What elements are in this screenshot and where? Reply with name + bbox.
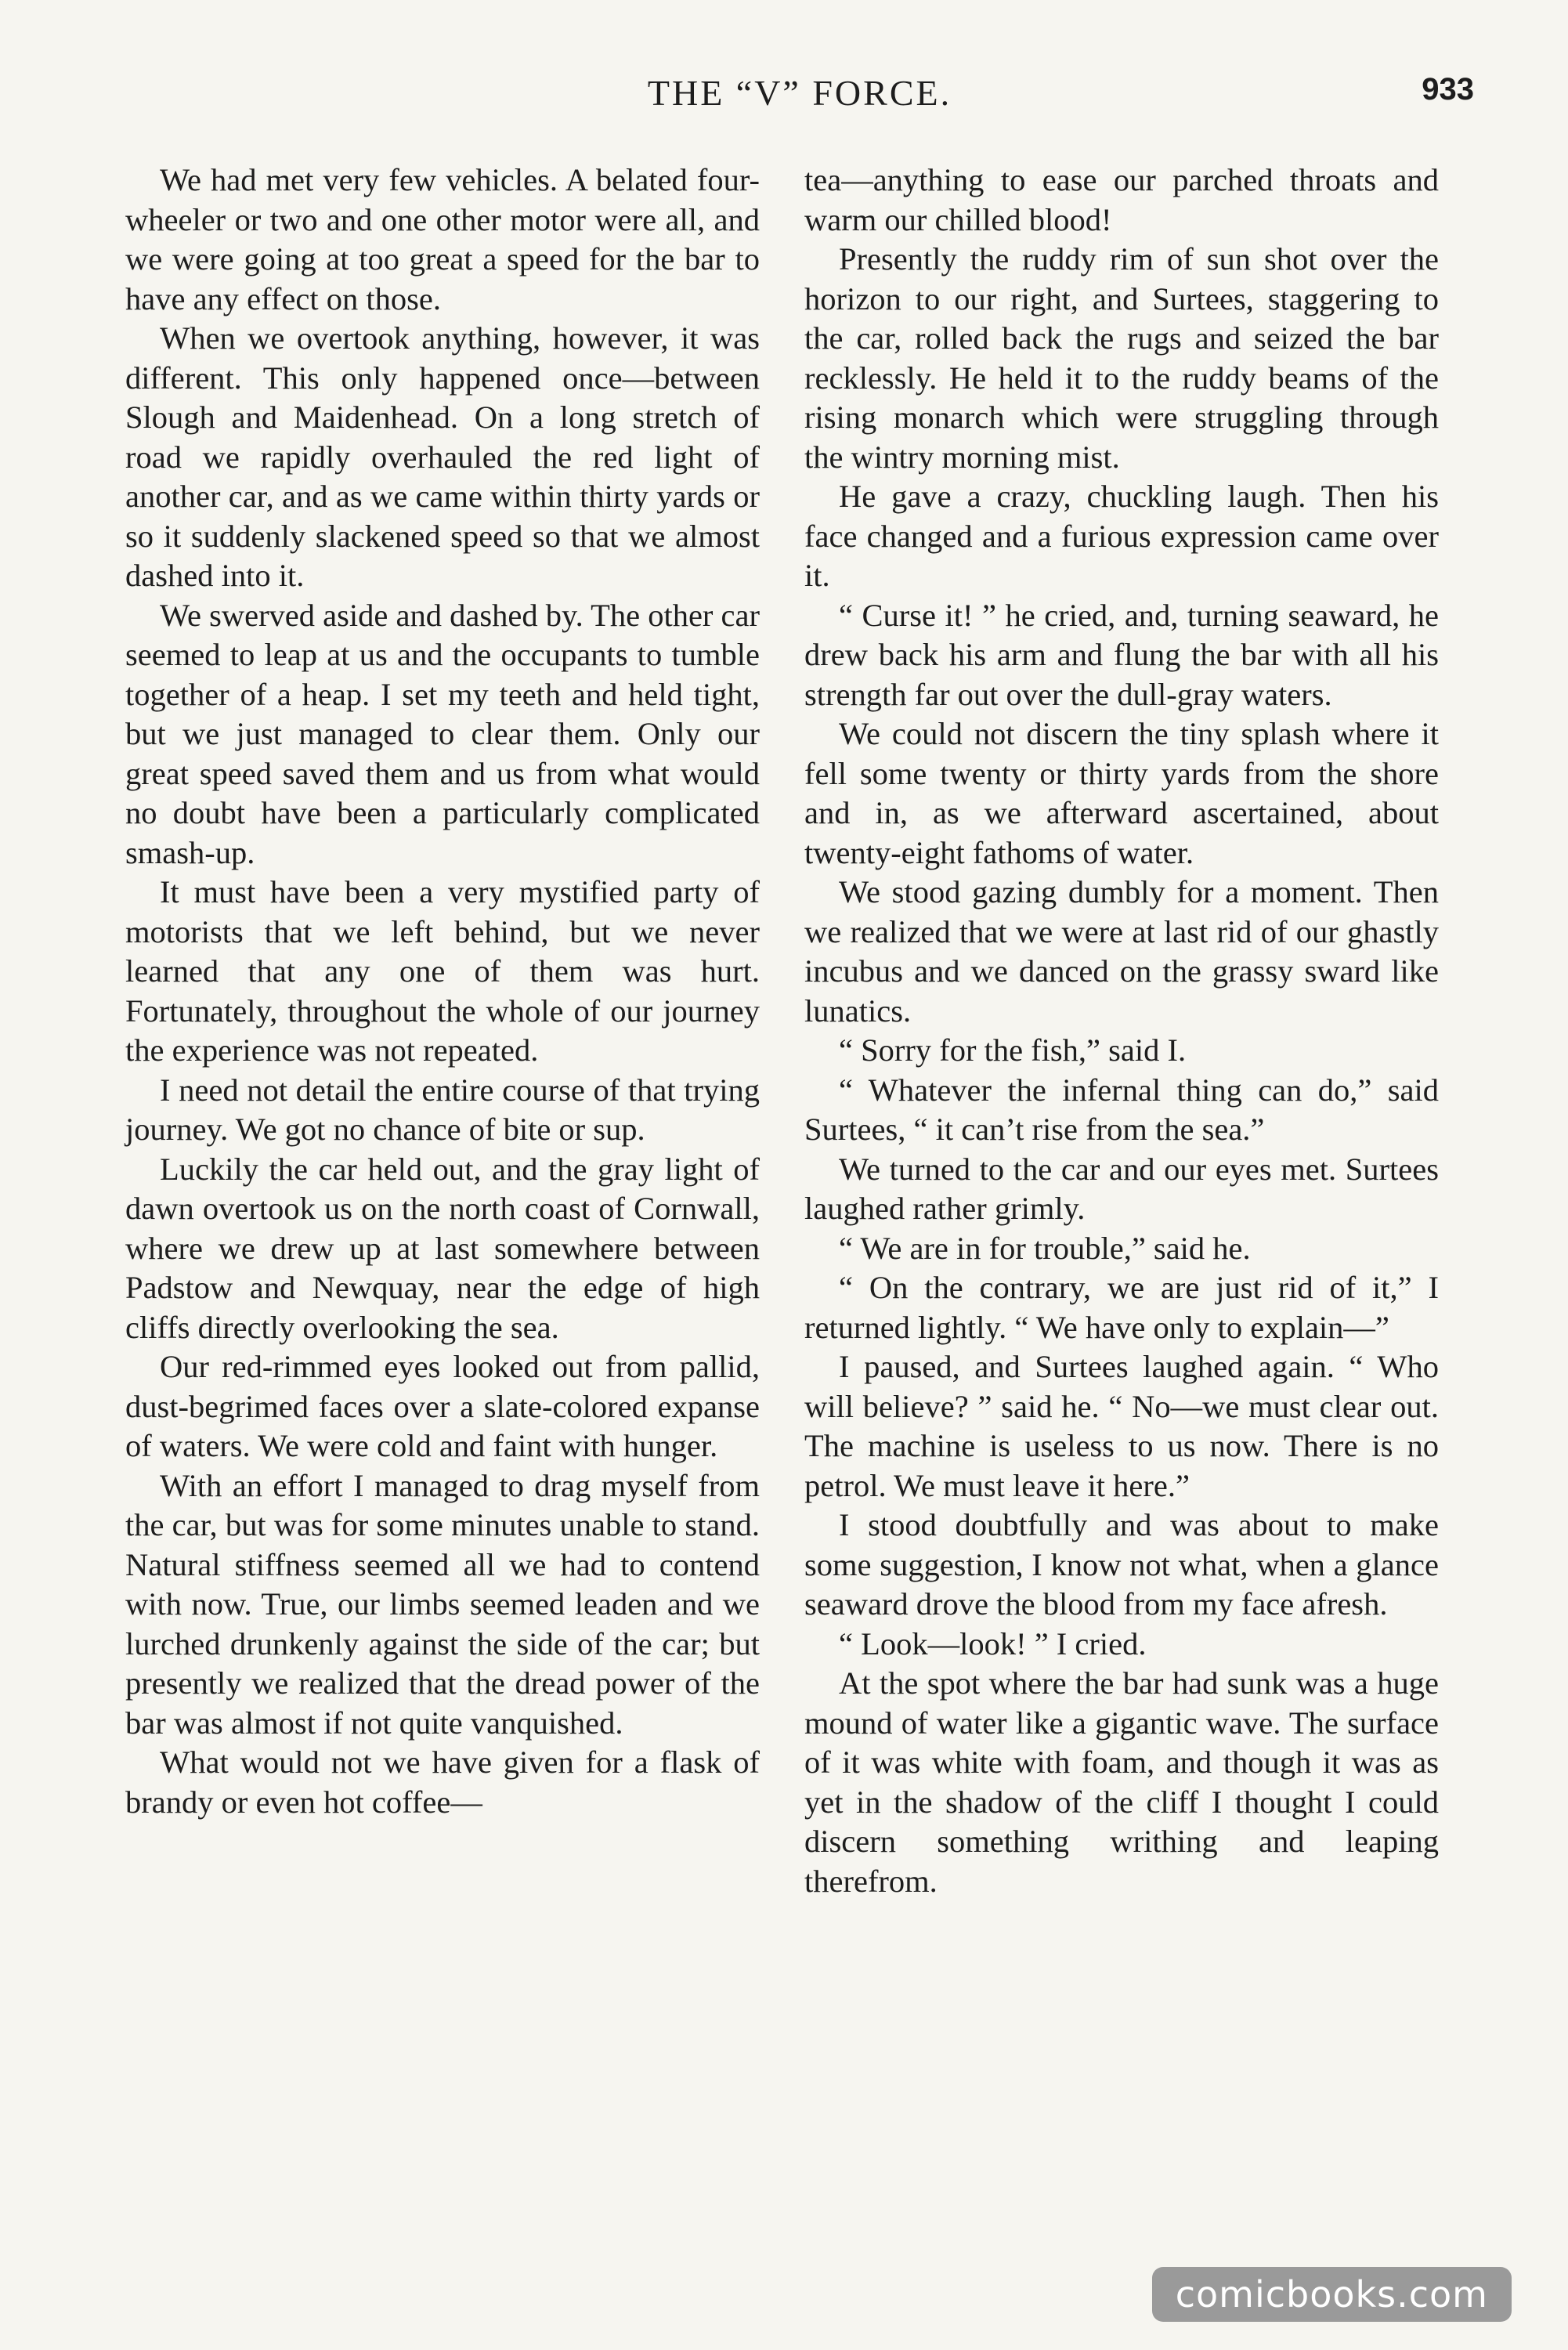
paragraph: We had met very few vehicles. A belated four-wheeler or two and one other motor were all, and we were going at too great a speed for the bar to have any effect on those. bbox=[125, 162, 760, 316]
paragraph: When we overtook anything, however, it was different. This only happened once—between Slough and Maidenhead. On a long stretch of road we rapidly overhauled the red light of another car, and as we came within thirty yards or so it suddenly slackened speed so that we almost dashed into it. bbox=[125, 320, 760, 593]
paragraph: Our red-rimmed eyes looked out from pallid, dust-begrimed faces over a slate-colored expanse of waters. We were cold and faint with hunger. bbox=[125, 1349, 760, 1463]
paragraph: At the spot where the bar had sunk was a huge mound of water like a gigantic wave. The surface of it was white with foam, and though it was as yet in the shadow of the cliff I thought I could discern something writhing and leaping therefrom. bbox=[804, 1665, 1439, 1899]
left-column bbox=[125, 161, 760, 1822]
watermark: comicbooks.com bbox=[1152, 2267, 1512, 2322]
paragraph: I need not detail the entire course of that trying journey. We got no chance of bite or sup. bbox=[125, 1072, 760, 1147]
paragraph: It must have been a very mystified party of motorists that we left behind, but we never learned that any one of them was hurt. Fortunately, throughout the whole of our journey the experience was not repeated. bbox=[125, 874, 760, 1068]
paragraph: He gave a crazy, chuckling laugh. Then his face changed and a furious expression came over it. bbox=[804, 479, 1439, 593]
paragraph: Presently the ruddy rim of sun shot over the horizon to our right, and Surtees, staggering to the car, rolled back the rugs and seized the bar recklessly. He held it to the ruddy beams of the rising monarch which were struggling through the wintry morning mist. bbox=[804, 241, 1439, 475]
paragraph: Luckily the car held out, and the gray light of dawn overtook us on the north coast of Cornwall, where we drew up at last somewhere between Padstow and Newquay, near the edge of high cliffs directly overlooking the sea. bbox=[125, 1151, 760, 1345]
running-head bbox=[125, 72, 1474, 127]
paragraph: We swerved aside and dashed by. The other car seemed to leap at us and the occupants to tumble together of a heap. I set my teeth and held tight, but we just managed to clear them. Only our great speed saved them and us from what would no doubt have been a particularly complicated smash-up. bbox=[125, 597, 760, 870]
paragraph: We could not discern the tiny splash where it fell some twenty or thirty yards from the shore and in, as we afterward ascertained, about twenty-eight fathoms of water. bbox=[804, 716, 1439, 870]
paragraph: With an effort I managed to drag myself from the car, but was for some minutes unable to stand. Natural stiffness seemed all we had to contend with now. True, our limbs seemed leaden and we lurched drunkenly against the side of the car; but presently we realized that the dread power of the bar was almost if not quite vanquished. bbox=[125, 1467, 760, 1741]
paragraph: We turned to the car and our eyes met. Surtees laughed rather grimly. bbox=[804, 1151, 1439, 1226]
paragraph: I stood doubtfully and was about to make some suggestion, I know not what, when a glance seaward drove the blood from my face afresh. bbox=[804, 1507, 1439, 1622]
paragraph: “ Curse it! ” he cried, and, turning seaward, he drew back his arm and flung the bar with all his strength far out over the dull-gray waters. bbox=[804, 597, 1439, 712]
paragraph: “ On the contrary, we are just rid of it,” I returned lightly. “ We have only to explain—” bbox=[804, 1270, 1439, 1345]
right-column bbox=[804, 161, 1439, 1901]
paragraph: What would not we have given for a flask of brandy or even hot coffee— bbox=[125, 1744, 760, 1820]
paragraph: I paused, and Surtees laughed again. “ Who will believe? ” said he. “ No—we must clear out. The machine is useless to us now. There is no petrol. We must leave it here.” bbox=[804, 1349, 1439, 1503]
paragraph: We stood gazing dumbly for a moment. Then we realized that we were at last rid of our ghastly incubus and we danced on the grassy sward like lunatics. bbox=[804, 874, 1439, 1029]
paragraph: “ We are in for trouble,” said he. bbox=[839, 1230, 1251, 1266]
paragraph: “ Look—look! ” I cried. bbox=[839, 1625, 1147, 1661]
running-title: THE “V” FORCE. bbox=[647, 73, 952, 113]
paragraph: “ Whatever the infernal thing can do,” said Surtees, “ it can’t rise from the sea.” bbox=[804, 1072, 1439, 1147]
paragraph: “ Sorry for the fish,” said I. bbox=[839, 1032, 1187, 1068]
paragraph: tea—anything to ease our parched throats and warm our chilled blood! bbox=[804, 162, 1439, 237]
page-number: 933 bbox=[1422, 72, 1474, 107]
